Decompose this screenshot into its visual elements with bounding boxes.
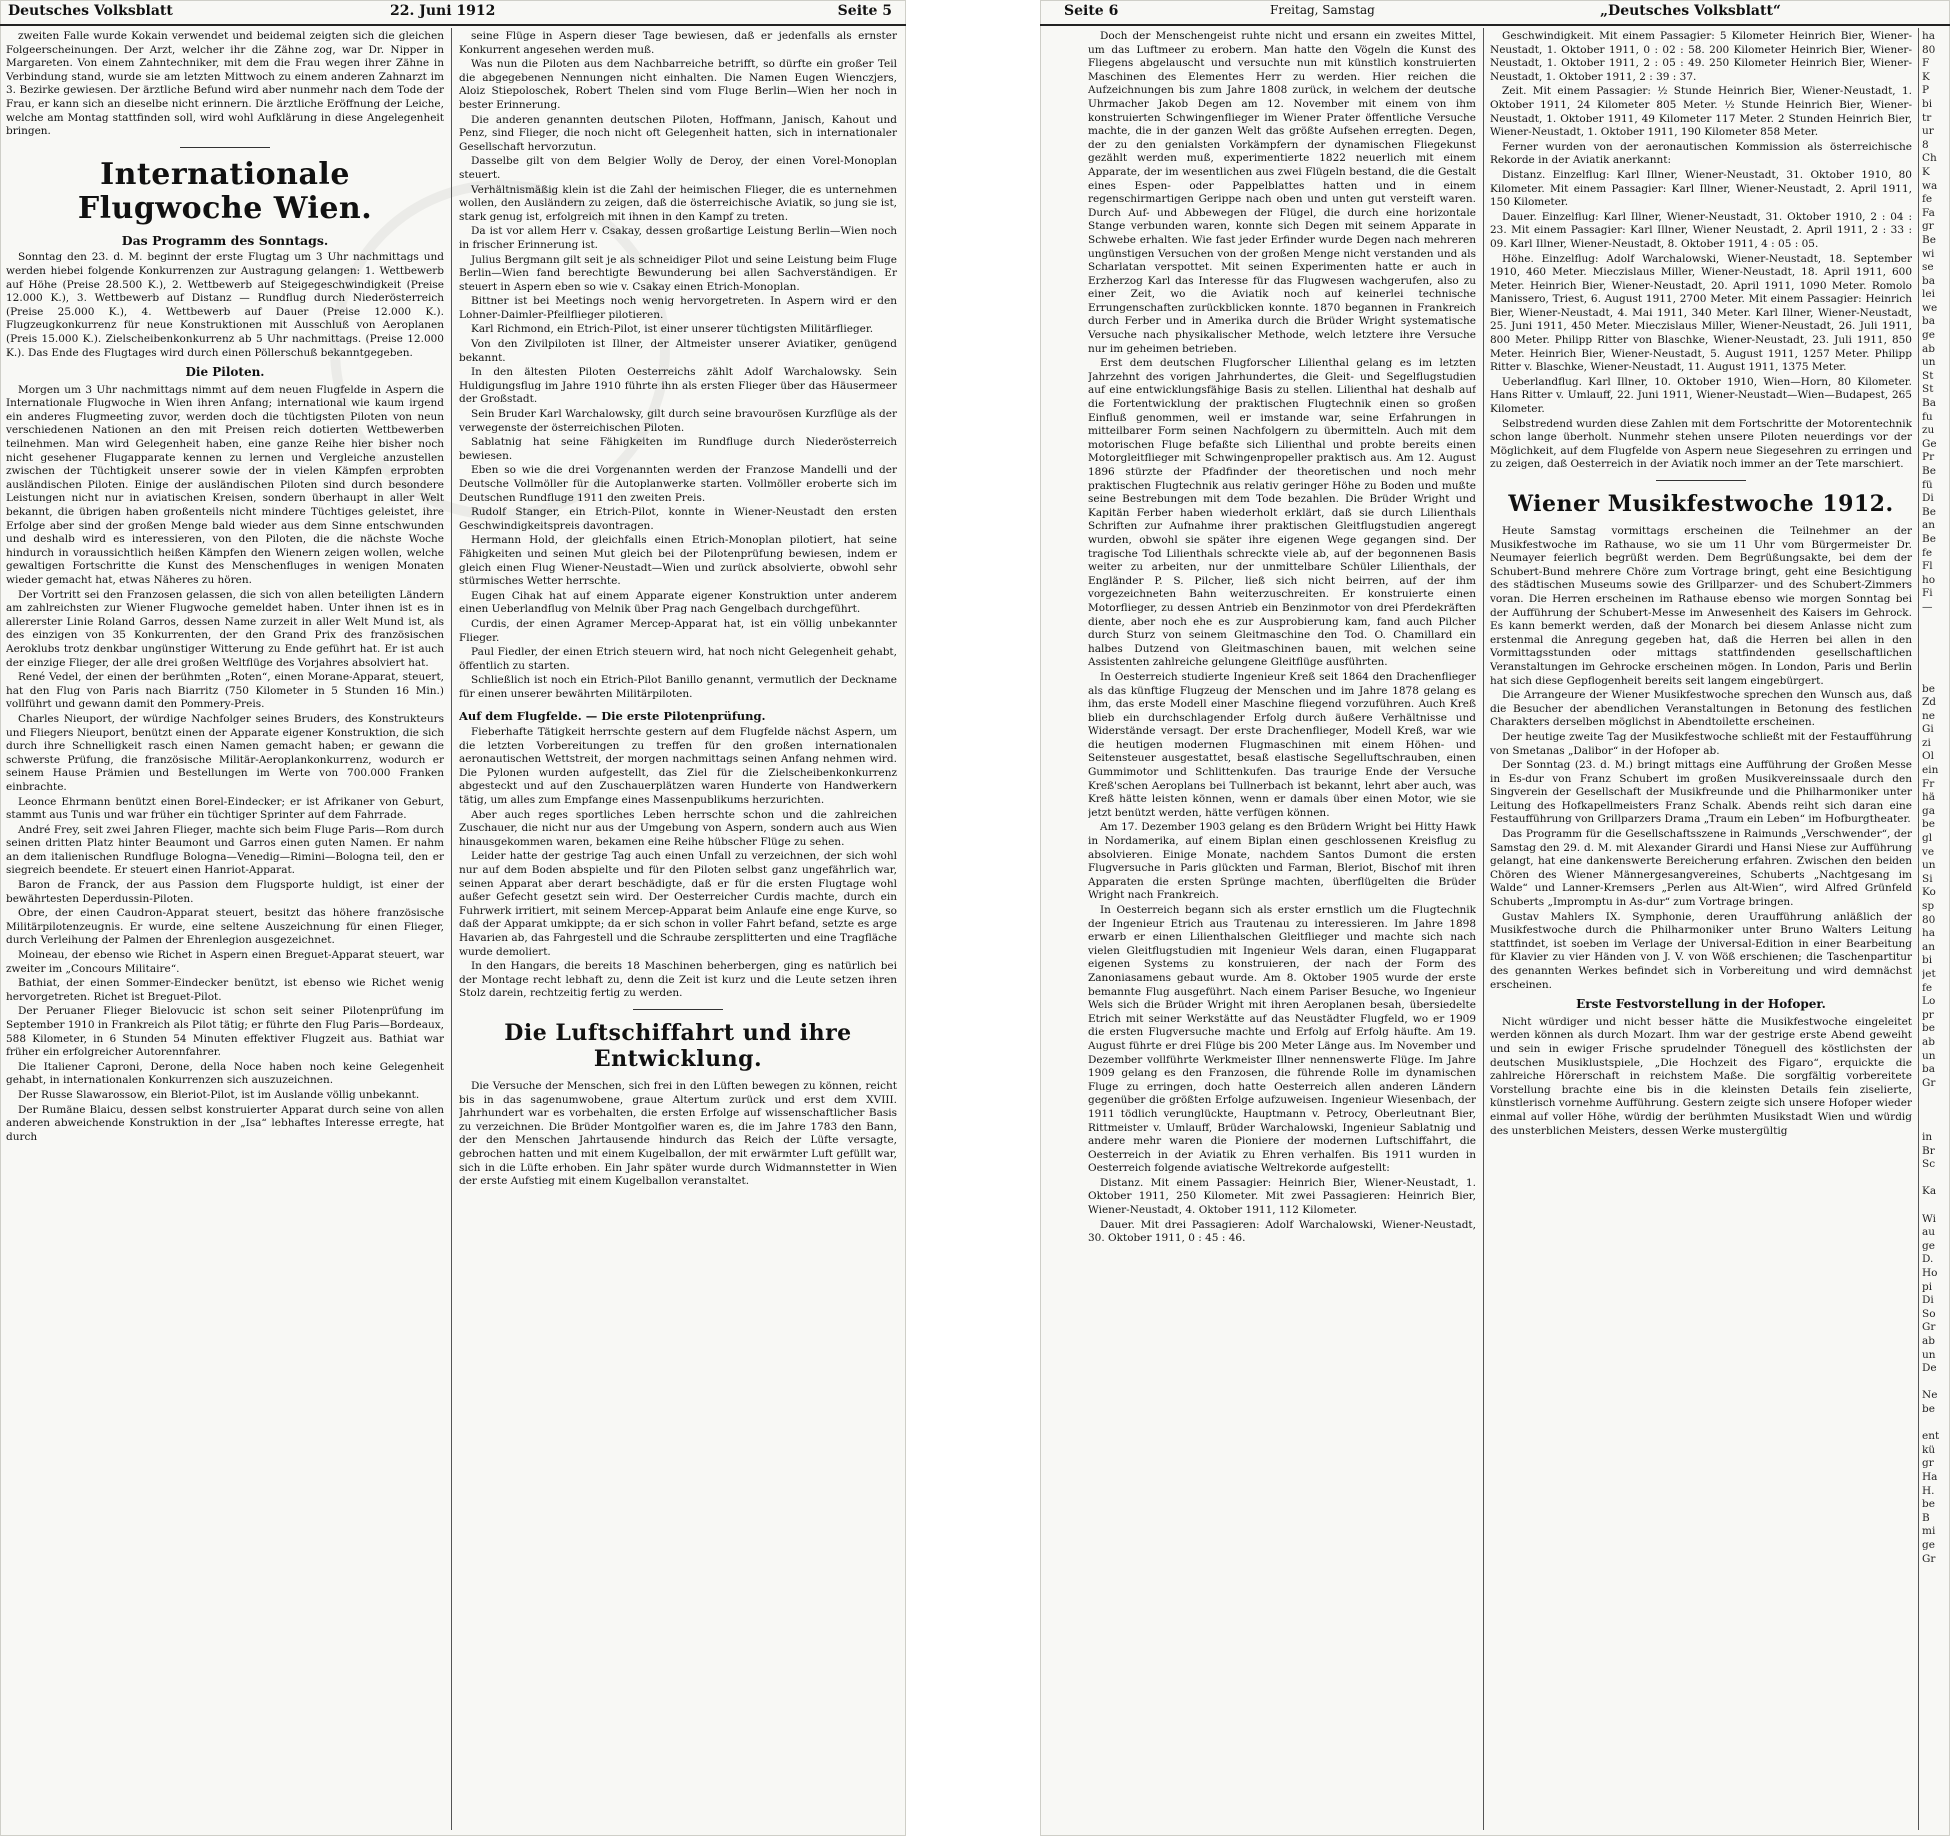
fragment-line: Ba	[1922, 397, 1936, 410]
fragment-line: ur	[1922, 125, 1934, 138]
fragment-line: wi	[1922, 247, 1935, 260]
fragment-line: Ge	[1922, 437, 1937, 450]
fragment-line: St	[1922, 369, 1934, 382]
paragraph: Leider hatte der gestrige Tag auch einen Unfall zu verzeichnen, der sich wohl nur auf dem Boden abspielte und für den Piloten selbst ganz ungefährlich war, seinen Apparat aber derart beschädigte, daß er für die ersten Flugtage wohl außer Gefecht gesetzt sein wird. Der Oesterreicher Curdis machte, durch ein Fuhrwerk irritiert, mit seinem Mercep-Apparat beim Anlaufe eine enge Kurve, so daß der Apparat umkippte; da er sich schon in voller Fahrt befand, setzte es arge Havarien ab, das Fahrgestell und die Schraube zersplitterten und eine Tragfläche wurde demoliert.	[459, 850, 897, 958]
fragment-line: gr	[1922, 220, 1934, 233]
paragraph-programm: Sonntag den 23. d. M. beginnt der erste Flugtag um 3 Uhr nachmittags und werden hiebei folgende Konkurrenzen zur Austragung gelangen: 1. Wettbewerb auf Höhe (Preise 28.500 K.), 2. Wettbewerb auf Steigegeschwindigkeit (Preise 12.000 K.), 3. Wettbewerb auf Distanz — Rundflug durch Niederösterreich (Preise 25.000 K.), 4. Wettbewerb auf Dauer (Preise 12.000 K.). Flugzeugkonkurrenz für neue Konstruktionen mit Ausschluß von Aeroplanen (Preis 15.000 K.). Zielscheibenkonkurrenz ab 5 Uhr nachmittags. (Preise 12.000 K.). Das Ende des Flugtages wird durch einen Pöllerschuß bekanntgegeben.	[6, 251, 444, 359]
fragment-line: B	[1922, 1511, 1930, 1524]
fragment-line: Be	[1922, 532, 1936, 545]
fragment-line: bi	[1922, 954, 1933, 967]
paragraph: Morgen um 3 Uhr nachmittags nimmt auf dem neuen Flugfelde in Aspern die Internationale Flugwoche in Wien ihren Anfang; international wie kaum irgend ein anderes Flugmeeting zuvor, werden doch die tüchtigsten Piloten von neun verschiedenen Nationen an den mit Preisen reich dotierten Wettbewerben teilnehmen. Man wird Gelegenheit haben, eine ganze Reihe hier bisher noch nicht gesehener Flugapparate kennen zu lernen und Vergleiche anzustellen zwischen der Tüchtigkeit unserer sowie der in vielen Kämpfen erprobten ausländischen Piloten. Einige der ausländischen Piloten sind durch besondere Leistungen nicht nur in aviatischen Kreisen, sondern überhaupt in aller Welt bekannt, die übrigen haben großenteils nicht mindere Tüchtiges geleistet, ihre Erfolge aber sind der großen Menge bald wieder aus dem Sinne entschwunden und deshalb wird es interessieren, von den Piloten, die die nächste Woche hindurch in voraussichtlich heißen Kämpfen den Wienern zeigen wollen, welche gewaltigen Fortschritte die Kunst des Menschenfluges in wenigen Monaten wieder gemacht hat, etwas Näheres zu hören.	[6, 383, 444, 586]
paragraph: Obre, der einen Caudron-Apparat steuert, besitzt das höhere französische Militärpilotenzeugnis. Er wurde, eine seltene Auszeichnung für einen Flieger, durch Verleihung der Palmen der Ehrenlegion ausgezeichnet.	[6, 907, 444, 947]
fragment-line: St	[1922, 383, 1934, 396]
fragment-line: ga	[1922, 804, 1935, 817]
paragraph: Der Russe Slawarossow, ein Bleriot-Pilot, ist im Auslande völlig unbekannt.	[18, 1088, 420, 1101]
fragment-line: Fi	[1922, 587, 1933, 600]
fragment-line: ge	[1922, 1538, 1935, 1551]
fragment-line: Fa	[1922, 206, 1935, 219]
fragment-line: se	[1922, 261, 1934, 274]
issue-day: Freitag, Samstag	[1270, 3, 1375, 17]
paragraph: Eugen Cihak hat auf einem Apparate eigener Konstruktion unter anderem einen Ueberlandflug von Melnik über Prag nach Gengelbach durchgeführt.	[459, 589, 897, 616]
column-left-1	[6, 30, 444, 1830]
paragraph: Eben so wie die drei Vorgenannten werden der Franzose Mandelli und der Deutsche Vollmöller für die Autoplanwerke starten. Vollmöller eroberte sich im Deutschen Rundfluge 1911 den zweiten Preis.	[459, 464, 897, 504]
column-divider	[1483, 28, 1484, 1830]
fragment-line: ge	[1922, 1239, 1935, 1252]
paragraph: Die anderen genannten deutschen Piloten, Hoffmann, Janisch, Kahout und Penz, sind Flieger, die noch nicht oft Gelegenheit hatten, sich in internationaler Gesellschaft hervorzutun.	[459, 113, 897, 153]
paragraph: Dauer. Einzelflug: Karl Illner, Wiener-Neustadt, 31. Oktober 1910, 2 : 04 : 23. Mit einem Passagier: Karl Illner, Wiener Neustadt, 2. April 1911, 2 : 33 : 09. Karl Illner, Wiener-Neustadt, 8. Oktober 1911, 4 : 05 : 05.	[1490, 210, 1912, 250]
paragraph: Verhältnismäßig klein ist die Zahl der heimischen Flieger, die es unternehmen wollen, den Ausländern zu zeigen, daß die österreichische Aviatik, so jung sie ist, stark genug ist, erfolgreich mit ihnen in den Kampf zu treten.	[459, 183, 897, 223]
paragraph: In Oesterreich begann sich als erster ernstlich um die Flugtechnik der Ingenieur Etrich aus Trautenau zu interessieren. Im Jahre 1898 erwarb er einen Lilienthalschen Gleitflieger und machte sich nach vielen Gleitflugstudien mit Ingenieur Wels daran, einen Flugapparat eigenen Systems zu konstruieren, der nach der Form des Zanoniasamens gebaut wurde. Am 8. Oktober 1905 wurde der erste bemannte Flug ausgeführt. Nach einem Pariser Besuche, wo Ingenieur Wels sich die Brüder Wright mit ihren Aeroplanen besah, übersiedelte Etrich mit seiner Werkstätte auf das Neustädter Flugfeld, wo er 1909 die ersten Flugversuche machte und Erfolg auf Erfolg häufte. Am 19. August führte er drei Flüge bis 200 Meter Länge aus. Im November und Dezember vollführte Werkmeister Illner nennenswerte Flüge. Im Jahre 1909 gelang es den Franzosen, die führende Rolle im dynamischen Fluge zu erringen, doch hatte Oesterreich allen anderen Ländern gegenüber die größten Erfolge aufzuweisen. Ingenieur Wiesenbach, der 1911 tödlich verunglückte, Hauptmann v. Petrocy, Oberleutnant Bier, Rittmeister v. Umlauff, Brüder Warchalowski, Ingenieur Sablatnig und andere mehr waren die Pioniere der modernen Luftschiffahrt, die Oesterreich in der Aviatik zu Ehren verhalfen. Bis 1911 wurden in Oesterreich folgende aviatische Weltrekorde aufgestellt:	[1088, 904, 1476, 1175]
fragment-line: be	[1922, 1498, 1935, 1511]
fragment-line: zi	[1922, 736, 1931, 749]
fragment-line	[1922, 655, 1950, 669]
luftschiffahrt-continued-paragraphs	[1088, 30, 1476, 1246]
paragraph: Baron de Franck, der aus Passion dem Flugsporte huldigt, ist einer der bewährtesten Deperdussin-Piloten.	[6, 879, 444, 905]
column-divider	[451, 28, 452, 1830]
paragraph: Das Programm für die Gesellschaftsszene in Raimunds „Verschwender“, der Samstag den 29. d. M. mit Alexander Girardi und Hansi Niese zur Aufführung gelangt, hat eine dankenswerte Bereicherung erfahren. Zwischen den beiden Chören des Wiener Männergesangvereines, Schuberts „Nachtgesang im Walde“ und Lanner-Kremsers „Perlen aus Alt-Wien“, wird Alfred Grünfeld Schuberts „Impromptu in As-dur“ zum Vortrage bringen.	[1490, 828, 1912, 909]
fragment-line: be	[1922, 1402, 1935, 1415]
paragraph: Gustav Mahlers IX. Symphonie, deren Uraufführung anläßlich der Musikfestwoche durch die Philharmoniker unter Bruno Walters Leitung stattfindet, ist soeben im Verlage der Universal-Edition in einer Bearbeitung für Klavier zu vier Händen von J. V. von Wöß erschienen; die Taschenpartitur des genannten Werkes befindet sich in Vorbereitung und wird demnächst erscheinen.	[1490, 910, 1912, 991]
fragment-line: K	[1922, 70, 1930, 83]
intro-paragraphs	[6, 30, 444, 139]
fragment-line: ba	[1922, 315, 1935, 328]
paragraph: Erst dem deutschen Flugforscher Lilienthal gelang es im letzten Jahrzehnt des vorigen Jahrhundertes, die Gleit- und Segelflugstudien auf eine entwicklungsfähige Basis zu stellen. Lilienthal hat deshalb auf die Fortentwicklung der praktischen Flugtechnik einen so großen Einfluß genommen, weil er imstande war, seine Erfahrungen in mitteilbarer Form seinen Nachfolgern zu übermitteln. Auch mit dem motorischen Fluge befaßte sich Lilienthal und probte bereits einen Motorgleitflieger mit Schwingenpropeller praktisch aus. Am 12. August 1896 stürzte der Pfadfinder der theoretischen und noch mehr praktischen Flugtechnik aus relativ geringer Höhe zu Boden und mußte seine Bestrebungen mit dem Tode bezahlen. Die Brüder Wright und Kapitän Ferber haben wiederholt erklärt, daß sie durch Lilienthals Schriften zur Aufnahme ihrer praktischen Gleitflugstudien angeregt wurden, obwohl sie später ihre eigenen Wege gegangen sind. Der tragische Tod Lilienthals schreckte viele ab, auf der begonnenen Basis weiter zu arbeiten, nur der unmittelbare Schüler Lilienthals, der Engländer P. S. Pilcher, ließ sich nicht beirren, auf der ihm vorgezeichneten Bahn weiterzuschreiten. Er konstruierte einen Motorflieger, zu dessen Antrieb ein Benzinmotor von drei Pferdekräften diente, aber noch ehe es zur Ausprobierung kam, fand auch Pilcher durch Sturz von seinem Gleitmaschine den Tod. O. Chamillard ein halbes Dutzend von Gleitmaschinen bauen, mit welchen seine Assistenten zahlreiche gelungene Gleitflüge ausführten.	[1088, 357, 1476, 669]
paragraph: Heute Samstag vormittags erscheinen die Teilnehmer an der Musikfestwoche im Rathause, wo sie um 11 Uhr vom Bürgermeister Dr. Neumayer feierlich begrüßt werden. Dem Begrüßungsakte, bei dem der Schubert-Bund mehrere Chöre zum Vortrage bringt, geht eine Besichtigung des städtischen Museums sowie des Grillparzer- und des Schubert-Zimmers voran. Die Herren erscheinen im Rathause ebenso wie morgen Sonntag bei der Aufführung der Schubert-Messe im Anwesenheit des Kaisers im Gehrock. Es kann bemerkt werden, daß der Monarch bei diesem Anlasse nicht zum erstenmal die Anregung gegeben hat, daß die Herren bei allen in den Vormittagsstunden oder mittags stattfindenden gesellschaftlichen Veranstaltungen im Gehrocke erscheinen mögen. In London, Paris und Berlin hat sich diese Gepflogenheit bereits seit langem eingebürgert.	[1490, 525, 1912, 687]
fragment-line: lei	[1922, 288, 1935, 301]
fragment-line: wa	[1922, 179, 1938, 192]
fragment-line: Be	[1922, 465, 1936, 477]
fragment-line: Fr	[1922, 777, 1935, 790]
fragment-line: Gr	[1922, 1321, 1936, 1334]
musikfestwoche-paragraphs	[1490, 525, 1912, 992]
fragment-line: un	[1922, 356, 1936, 369]
paragraph: Sein Bruder Karl Warchalowsky, gilt durch seine bravourösen Kurzflüge als der verwegenste der österreichischen Piloten.	[459, 408, 897, 434]
fragment-line: fe	[1922, 981, 1933, 994]
fragment-line: ein	[1922, 764, 1939, 777]
fragment-line	[1922, 1199, 1950, 1213]
fragment-line: kü	[1922, 1443, 1936, 1456]
fragment-line	[1922, 1090, 1950, 1104]
fragment-line: un	[1922, 1049, 1936, 1062]
fragment-line: ha	[1922, 30, 1936, 42]
masthead: Deutsches Volksblatt	[8, 3, 173, 19]
section-rule	[180, 147, 270, 148]
section-head-flugfelde: Auf dem Flugfelde. — Die erste Pilotenprüfung.	[459, 708, 766, 723]
fragment-line: gl	[1922, 832, 1933, 845]
page-number: Seite 6	[1064, 3, 1119, 19]
fragment-line: ve	[1922, 845, 1935, 858]
fragment-line: fe	[1922, 193, 1933, 206]
paragraph: Der Rumäne Blaicu, dessen selbst konstruierter Apparat durch seine von allen anderen abweichende Konstruktion in der „Isa“ lebhaftes Interesse erregte, hat durch	[6, 1103, 444, 1143]
fragment-line: in	[1922, 1131, 1933, 1144]
fragment-line: zu	[1922, 424, 1935, 437]
subhead-hofoper: Erste Festvorstellung in der Hofoper.	[1576, 997, 1826, 1012]
fragment-line	[1922, 628, 1950, 642]
paragraph: Julius Bergmann gilt seit je als schneidiger Pilot und seine Leistung beim Fluge Berlin—Wien fand berechtigte Bewunderung bei allen Sachverständigen. Er steuert in Aspern eben so wie v. Csakay einen Etrich-Monoplan.	[459, 253, 897, 293]
paragraph: zweiten Falle wurde Kokain verwendet und beidemal zeigten sich die gleichen Folgeerscheinungen. Der Arzt, welcher ihr die Zähne zog, war Dr. Nipper in Margareten. Von einem Zahntechniker, mit dem die Frau wegen ihrer Zähne in Verbindung stand, wurde sie am letzten Mittwoch zu einem anderen Zahnarzt im 3. Bezirke gewiesen. Der ärztliche Befund wird aber nunmehr nach dem Tode der Frau, er kann sich an dieselbe nicht erinnern. Die ärztliche Eröffnung der Leiche, welche am Montag stattfinden soll, wird wohl Aufklärung in diese Angelegenheit bringen.	[6, 30, 444, 138]
fragment-line: Gi	[1922, 723, 1934, 736]
subhead-programm: Das Programm des Sonntags.	[121, 232, 329, 248]
fragment-line: pr	[1922, 1008, 1934, 1021]
paragraph: Geschwindigkeit. Mit einem Passagier: 5 Kilometer Heinrich Bier, Wiener-Neustadt, 1. Oktober 1911, 0 : 02 : 58. 200 Kilometer Heinrich Bier, Wiener-Neustadt, 1. Oktober 1911, 2 : 05 : 49. 250 Kilometer Heinrich Bier, Wiener-Neustadt, 1. Oktober 1911, 2 : 39 : 37.	[1490, 30, 1912, 83]
paragraph: Aber auch reges sportliches Leben herrschte schon und die zahlreichen Zuschauer, die nicht nur aus der Umgebung von Aspern, sondern auch aus Wien hinausgekommen waren, bekamen eine Reihe hübscher Flüge zu sehen.	[459, 808, 897, 848]
fragment-line: ent	[1922, 1430, 1940, 1443]
paragraph: Distanz. Mit einem Passagier: Heinrich Bier, Wiener-Neustadt, 1. Oktober 1911, 250 Kilometer. Mit zwei Passagieren: Heinrich Bier, Wiener-Neustadt, 4. Oktober 1911, 112 Kilometer.	[1088, 1176, 1476, 1217]
piloten-paragraphs	[6, 384, 444, 1145]
fragment-line: Br	[1922, 1144, 1935, 1157]
fragment-line: F	[1922, 57, 1930, 70]
issue-date: 22. Juni 1912	[390, 3, 496, 19]
fragment-line: Di	[1922, 1294, 1934, 1307]
newspaper-page-right	[1040, 0, 1950, 1836]
piloten-continued-paragraphs	[459, 30, 897, 702]
paragraph: Was nun die Piloten aus dem Nachbarreiche betrifft, so dürfte ein großer Teil die abgegebenen Nennungen nicht einhalten. Die Namen Eugen Wienczjers, Aloiz Stiepoloschek, Robert Thelen sind vom Fluge Berlin—Wien her noch in bester Erinnerung.	[459, 58, 897, 111]
page-header-right	[1040, 0, 1950, 26]
fragment-line: 80	[1922, 43, 1936, 56]
luftschiffahrt-paragraphs	[459, 1080, 897, 1189]
newspaper-page-left	[0, 0, 906, 1836]
fragment-line: bi	[1922, 97, 1933, 110]
fragment-line: Fl	[1922, 560, 1933, 573]
fragment-line: Sc	[1922, 1158, 1936, 1171]
paragraph: Paul Fiedler, der einen Etrich steuern wird, hat noch nicht Gelegenheit gehabt, öffentlich zu starten.	[459, 646, 897, 672]
paragraph: Der Sonntag (23. d. M.) bringt mittags eine Aufführung der Großen Messe in Es-dur von Franz Schubert im großen Musikvereinssaale durch den Singverein der Gesellschaft der Musikfreunde und die Philharmoniker unter Leitung des Hofkapellmeisters Franz Schalk. Abends reiht sich daran eine Festaufführung von Grillparzers Drama „Traum ein Leben“ im Hofburgtheater.	[1490, 759, 1912, 826]
section-rule	[1656, 480, 1746, 481]
fragment-line: De	[1922, 1362, 1937, 1375]
fragment-line: ge	[1922, 329, 1935, 342]
paragraph: Der Vortritt sei den Franzosen gelassen, die sich von allen beteiligten Ländern am zahlreichsten zur Wiener Flugwoche gemeldet haben. Unter ihnen ist es in allererster Linie Roland Garros, dessen Name zurzeit in aller Welt Mund ist, als des einzigen von 35 Konkurrenten, der den Grand Prix des französischen Aeroklubs trotz denkbar ungünstiger Witterung zu Ende geführt hat. Er ist auch der einzige Flieger, der alle drei großen Weltflüge des Vorjahres absolviert hat.	[6, 588, 444, 669]
rekorde-paragraphs	[1490, 30, 1912, 472]
fragment-line: sp	[1922, 900, 1935, 912]
fragment-line: Si	[1922, 872, 1933, 885]
fragment-line	[1922, 615, 1950, 629]
paragraph: Rudolf Stanger, ein Etrich-Pilot, konnte in Wiener-Neustadt den ersten Geschwindigkeitspreis davontragen.	[459, 506, 897, 532]
fragment-line	[1922, 1118, 1950, 1132]
fragment-line	[1922, 642, 1950, 656]
fragment-line: fu	[1922, 410, 1933, 423]
fragment-line: be	[1922, 818, 1935, 831]
fragment-line: ab	[1922, 1335, 1935, 1347]
fragment-line: Ha	[1922, 1470, 1938, 1483]
paragraph: Von den Zivilpiloten ist Illner, der Altmeister unserer Aviatiker, genügend bekannt.	[459, 338, 897, 364]
paragraph: Leonce Ehrmann benützt einen Borel-Eindecker; er ist Afrikaner von Geburt, stammt aus Tunis und war früher ein tüchtiger Sprinter auf dem Fahrrade.	[6, 795, 444, 822]
paragraph: Nicht würdiger und nicht besser hätte die Musikfestwoche eingeleitet werden können als durch Mozart. Ihm war der gestrige erste Abend geweiht und sein in ewiger Frische sprudelnder Töneguell des köstlichsten der deutschen Musiklustspiele, „Die Hochzeit des Figaro“, erquickte die zahlreiche Hörerschaft in reichstem Maße. Die sorgfältig vorbereitete Vorstellung brachte eine bis in die kleinsten Details fein ziselierte, künstlerisch vornehme Aufführung. Gestern zeigte sich unsere Hofoper wieder einmal auf voller Höhe, würdig der berühmten Musikstadt Wien und würdig des unsterblichen Meisters, dessen Werke mustergültig	[1490, 1015, 1912, 1137]
paragraph: Zeit. Mit einem Passagier: ½ Stunde Heinrich Bier, Wiener-Neustadt, 1. Oktober 1911, 24 Kilometer 805 Meter. ½ Stunde Heinrich Bier, Wiener-Neustadt, 1. Oktober 1911, 49 Kilometer 117 Meter. 2 Stunden Heinrich Bier, Wiener-Neustadt, 1. Oktober 1911, 190 Kilometer 858 Meter.	[1490, 85, 1912, 139]
paragraph: Bittner ist bei Meetings noch wenig hervorgetreten. In Aspern wird er den Lohner-Daimler-Pfeilflieger pilotieren.	[459, 295, 897, 321]
fragment-line: 80	[1922, 913, 1936, 926]
paragraph: Selbstredend wurden diese Zahlen mit dem Fortschritte der Motorentechnik schon lange überholt. Nunmehr stehen unsere Piloten neuerdings vor der Möglichkeit, auf dem Flugfelde von Aspern neue Siegesehren zu erringen und zu zeigen, daß Oesterreich in der Aviatik noch immer an der Tete marschiert.	[1490, 417, 1912, 471]
fragment-line: be	[1922, 682, 1935, 695]
fragment-line: Pr	[1922, 451, 1935, 464]
fragment-line: ab	[1922, 1035, 1935, 1048]
fragment-line: Ho	[1922, 1267, 1938, 1280]
fragment-line: un	[1922, 859, 1936, 872]
fragment-line	[1922, 1417, 1950, 1431]
column-divider	[1918, 28, 1919, 1830]
paragraph: Der heutige zweite Tag der Musikfestwoche schließt mit der Festaufführung von Smetanas „Dalibor“ in der Hofoper ab.	[1490, 730, 1912, 757]
fragment-line: ne	[1922, 709, 1935, 722]
fragment-line: H.	[1922, 1484, 1935, 1497]
fragment-line	[1922, 1172, 1950, 1186]
subhead-piloten: Die Piloten.	[185, 365, 265, 380]
fragment-line: an	[1922, 940, 1936, 953]
hofoper-paragraphs	[1490, 1016, 1912, 1138]
fragment-line: au	[1922, 1226, 1936, 1239]
page-header-left	[0, 0, 906, 26]
fragment-line: we	[1922, 301, 1938, 314]
paragraph: Ueberlandflug. Karl Illner, 10. Oktober 1910, Wien—Horn, 80 Kilometer. Hans Ritter v. Umlauff, 22. Juni 1911, Wiener-Neustadt—Wien—Budapest, 265 Kilometer.	[1490, 375, 1912, 416]
fragment-line: pi	[1922, 1280, 1933, 1293]
paragraph: seine Flüge in Aspern dieser Tage bewiesen, daß er jedenfalls als ernster Konkurrent angesehen werden muß.	[459, 30, 897, 56]
fragment-line: —	[1922, 600, 1933, 613]
fragment-line: Ch	[1922, 152, 1937, 165]
article-title-flugwoche: Internationale Flugwoche Wien.	[77, 156, 373, 226]
paragraph: Ferner wurden von der aeronautischen Kommission als österreichische Rekorde in der Aviatik anerkannt:	[1490, 140, 1912, 167]
section-rule	[633, 1009, 723, 1010]
paragraph: Die Versuche der Menschen, sich frei in den Lüften bewegen zu können, reicht bis in das sagenumwobene, graue Altertum zurück und erst dem XVIII. Jahrhundert war es vorbehalten, die ersten Erfolge auf wissenschaftlicher Basis zu verzeichnen. Die Brüder Montgolfier waren es, die im Jahre 1783 den Bann, der den Menschen Jahrtausende hindurch das Reich der Lüfte versagte, gebrochen hatten und mit einem Kugelballon, der mit erwärmter Luft gefüllt war, sich in die Lüfte erhoben. Ein Jahr später wurde durch Widmannstetter in Wien der erste Aufstieg mit einem Kugelballon veranstaltet.	[459, 1079, 897, 1188]
fragment-line: Wi	[1922, 1212, 1936, 1225]
paragraph: Schließlich ist noch ein Etrich-Pilot Banillo genannt, vermutlich der Deckname für einen unserer bewährten Militärpiloten.	[459, 674, 897, 700]
paragraph: Dasselbe gilt von dem Belgier Wolly de Deroy, der einen Vorel-Monoplan steuert.	[459, 155, 897, 181]
paragraph: Die Italiener Caproni, Derone, della Noce haben noch keine Gelegenheit gehabt, in internationalen Konkurrenzen sich auszuzeichnen.	[6, 1060, 444, 1087]
fragment-line: fe	[1922, 546, 1933, 559]
paragraph: André Frey, seit zwei Jahren Flieger, machte sich beim Fluge Paris—Rom durch seinen dritten Platz hinter Beaumont und Garros einen guten Namen. Er nahm an dem italienischen Rundfluge Bologna—Venedig—Rimini—Bologna teil, den er siegreich beendete. Er steuert einen Hanriot-Apparat.	[6, 823, 444, 877]
adjacent-column-fragment	[1922, 30, 1950, 1830]
fragment-line	[1922, 669, 1950, 683]
fragment-line: Gr	[1922, 1076, 1936, 1089]
fragment-line: jet	[1922, 967, 1936, 980]
fragment-line	[1922, 1376, 1950, 1390]
fragment-line: Lo	[1922, 995, 1936, 1008]
fragment-line: D.	[1922, 1253, 1934, 1266]
fragment-line: ab	[1922, 342, 1935, 355]
paragraph: Da ist vor allem Herr v. Csakay, dessen großartige Leistung Berlin—Wien noch in frischer Erinnerung ist.	[459, 225, 897, 251]
fragment-line: un	[1922, 1348, 1936, 1361]
fragment-line: be	[1922, 1022, 1935, 1035]
paragraph: Fieberhafte Tätigkeit herrschte gestern auf dem Flugfelde nächst Aspern, um die letzten Vorbereitungen zu treffen für den großen internationalen aeronautischen Wettstreit, der morgen nachmittags seinen Anfang nehmen wird. Die Pylonen wurden aufgestellt, das Ziel für die Zielscheibenkonkurrenz abgesteckt und auf den Zuschauerplätzen waren Hunderte von Handwerkern tätig, um alles zum Empfange eines Massenpublikums herzurichten.	[459, 726, 897, 807]
fragment-line: So	[1922, 1307, 1936, 1320]
paragraph: Höhe. Einzelflug: Adolf Warchalowski, Wiener-Neustadt, 18. September 1910, 460 Meter. Mieczislaus Miller, Wiener-Neustadt, 18. April 1911, 600 Meter. Heinrich Bier, Wiener-Neustadt, 20. April 1911, 1090 Meter. Romolo Manissero, Triest, 6. August 1911, 2700 Meter. Mit einem Passagier: Heinrich Bier, Wiener-Neustadt, 4. Mai 1911, 340 Meter. Karl Illner, Wiener-Neustadt, 25. Juni 1911, 450 Meter. Mieczislaus Miller, Wiener-Neustadt, 26. Juli 1911, 800 Meter. Philipp Ritter von Blaschke, Wiener-Neustadt, 23. Juli 1911, 850 Meter. Heinrich Bier, Wiener-Neustadt, 5. August 1911, 1257 Meter. Philipp Ritter v. Blaschke, Wiener-Neustadt, 11. August 1911, 1375 Meter.	[1490, 252, 1912, 374]
fragment-line: Be	[1922, 233, 1936, 246]
fragment-line: Di	[1922, 492, 1934, 505]
paragraph: Hermann Hold, der gleichfalls einen Etrich-Monoplan pilotiert, hat seine Fähigkeiten und seinen Mut gleich bei der Pilotenprüfung bewiesen, indem er gleich einen Flug Wiener-Neustadt—Wien und zurück absolvierte, obwohl sehr stürmisches Wetter herrschte.	[459, 534, 897, 588]
paragraph: Moineau, der ebenso wie Richet in Aspern einen Breguet-Apparat steuert, war zweiter im „Concours Militaire“.	[6, 949, 444, 975]
fragment-line: P	[1922, 84, 1930, 97]
fragment-line: an	[1922, 519, 1936, 532]
paragraph: Am 17. Dezember 1903 gelang es den Brüdern Wright bei Hitty Hawk in Nordamerika, auf einem Biplan einen geschlossenen Kreisflug zu absolvieren. Einige Monate, nachdem Santos Dumont die ersten Flugversuche in Paris glückten und Farman, Bleriot, Bischof mit ihren Apparaten die ersten Sprünge machten, überflügelten die Brüder Wright nach Frankreich.	[1088, 821, 1476, 902]
paragraph: Bathiat, der einen Sommer-Eindecker benützt, ist ebenso wie Richet wenig hervorgetreten. Richet ist Breguet-Pilot.	[6, 977, 444, 1003]
paragraph: Doch der Menschengeist ruhte nicht und ersann ein zweites Mittel, um das Luftmeer zu erobern. Man hatte den Vögeln die Kunst des Fliegens abgelauscht und versuchte nun mit künstlich konstruierten Maschinen des Elementes Herr zu werden. Hier reichen die Aufzeichnungen bis zum Jahre 1808 zurück, in welchem der deutsche Uhrmacher Jakob Degen am 12. November mit einem von ihm konstruierten Schwingenflieger im Wiener Prater öffentliche Versuche machte, die in der ganzen Welt das größte Aufsehen erregten. Degen, der zu den genialsten Vorkämpfern der dynamischen Fliegekunst gezählt werden muß, experimentierte 1822 neuerlich mit einem Apparate, der im wesentlichen aus zwei Flügeln bestand, die die Gestalt eines Espen- oder Pappelblattes hatten und in einem regenschirmartigen Gerippe nach oben und unten gut versteift waren. Durch Auf- und Abbewegen der Flügel, die durch eine horizontale Stange verbunden waren, konnte sich Degen mit seinem Apparate in Schwebe erhalten. Wie fast jeder Erfinder wurde Degen nach mehreren ungünstigen Versuchen von der großen Menge nicht verstanden und als Scharlatan verspottet. Mit seinen Experimenten hatte er auch in Erzherzog Karl das Interesse für das Flugwesen wachgerufen, also zu einer Zeit, wo die Aviatik noch auf keinerlei technische Errungenschaften zurückblicken konnte. 1870 begannen in Frankreich durch Ferber und in Amerika durch die Brüder Wright systematische Versuche nach physikalischer Methode, welch letztere ihre Versuche nur im geheimen betrieben.	[1088, 30, 1476, 355]
fragment-line: Zd	[1922, 696, 1937, 709]
fragment-line: mi	[1922, 1525, 1936, 1538]
fragment-line: hä	[1922, 791, 1936, 804]
fragment-line: Ka	[1922, 1185, 1937, 1198]
fragment-line: ho	[1922, 573, 1936, 586]
fragment-line: Gr	[1922, 1552, 1936, 1565]
fragment-line: gr	[1922, 1457, 1934, 1470]
column-right-1	[1088, 30, 1476, 1830]
fragment-line: ba	[1922, 274, 1935, 287]
fragment-line: Ne	[1922, 1389, 1938, 1402]
fragment-line: fü	[1922, 478, 1933, 491]
column-left-2	[459, 30, 897, 1830]
paragraph: Dauer. Mit drei Passagieren: Adolf Warchalowski, Wiener-Neustadt, 30. Oktober 1911, 0 : 45 : 46.	[1088, 1218, 1476, 1245]
fragment-line	[1922, 1104, 1950, 1118]
article-title-luftschiffahrt: Die Luftschiffahrt und ihre Entwicklung.	[504, 1019, 852, 1072]
page-number: Seite 5	[837, 3, 892, 19]
paragraph: In den ältesten Piloten Oesterreichs zählt Adolf Warchalowsky. Sein Huldigungsflug im Jahre 1910 führte ihn als ersten Flieger über das Häusermeer der Großstadt.	[459, 366, 897, 406]
fragment-line: ha	[1922, 927, 1936, 940]
masthead: „Deutsches Volksblatt“	[1600, 3, 1781, 19]
fragment-line: Ol	[1922, 750, 1934, 763]
fragment-line: 8	[1922, 138, 1929, 151]
paragraph: Sablatnig hat seine Fähigkeiten im Rundfluge durch Niederösterreich bewiesen.	[459, 436, 897, 462]
paragraph: Die Arrangeure der Wiener Musikfestwoche sprechen den Wunsch aus, daß die Besucher der abendlichen Veranstaltungen in Betonung des festlichen Charakters derselben möglichst in Abendtoilette erscheinen.	[1490, 689, 1912, 729]
fragment-line: Be	[1922, 505, 1936, 518]
column-right-2	[1490, 30, 1912, 1830]
fragment-line: Ko	[1922, 886, 1936, 899]
paragraph: Distanz. Einzelflug: Karl Illner, Wiener-Neustadt, 31. Oktober 1910, 80 Kilometer. Mit einem Passagier: Karl Illner, Wiener-Neustadt, 2. April 1911, 150 Kilometer.	[1490, 168, 1912, 209]
fragment-line: K	[1922, 165, 1930, 178]
paragraph: Der Peruaner Flieger Bielovucic ist schon seit seiner Pilotenprüfung im September 1910 in Frankreich als Pilot tätig; er führte den Flug Paris—Bordeaux, 588 Kilometer, in 6 Stunden 54 Minuten effektiver Flugzeit aus. Bathiat war früher ein erfolgreicher Autorennfahrer.	[6, 1005, 444, 1059]
paragraph: In Oesterreich studierte Ingenieur Kreß seit 1864 den Drachenflieger als das künftige Flugzeug der Menschen und im Jahre 1878 gelang es ihm, das erste Modell einer Maschine fliegend vorzuführen. Auch Kreß blieb ein durchschlagender Erfolg durch äußere Verhältnisse und Widerstände versagt. Der erste Drachenflieger, Modell Kreß, war wie die heutigen modernen Flugmaschinen mit einem Höhen- und Seitensteuer ausgestattet, besaß elastische Segelluftschrauben, einen Gummimotor und Schlittenkufen. Das traurige Ende der Versuche Kreß'schen Aeroplans bei Tullnerbach ist bekannt, lehrt aber auch, was Kreß hätte leisten können, wenn er damals über einen Motor, wie sie jetzt benützt werden, hätte verfügen können.	[1088, 670, 1476, 819]
paragraph: In den Hangars, die bereits 18 Maschinen beherbergen, ging es natürlich bei der Montage recht lebhaft zu, denn die Zeit ist kurz und die Leute setzen ihren Stolz darein, rechtzeitig fertig zu werden.	[459, 960, 897, 1000]
paragraph: Charles Nieuport, der würdige Nachfolger seines Bruders, des Konstrukteurs und Fliegers Nieuport, benützt einen der Apparate eigener Konstruktion, die sich durch ihre Schnelligkeit rasch einen Namen gemacht haben; er gewann die schwerste Prüfung, die französische Militär-Aeroplankonkurrenz, wodurch er seinem Hause Prämien und Bestellungen im Werte von 700.000 Franken einbrachte.	[6, 712, 444, 793]
paragraph: Karl Richmond, ein Etrich-Pilot, ist einer unserer tüchtigsten Militärflieger.	[471, 323, 874, 336]
fragment-line: tr	[1922, 111, 1932, 124]
flugfelde-paragraphs	[459, 726, 897, 1001]
paragraph: Curdis, der einen Agramer Mercep-Apparat hat, ist ein völlig unbekannter Flieger.	[459, 617, 897, 644]
paragraph: René Vedel, der einen der berühmten „Roten“, einen Morane-Apparat, steuert, hat den Flug von Paris nach Biarritz (750 Kilometer in 5 Stunden 16 Min.) vollführt und gewann damit den Pommery-Preis.	[6, 671, 444, 711]
fragment-line: ba	[1922, 1063, 1935, 1076]
article-title-musikfestwoche: Wiener Musikfestwoche 1912.	[1508, 491, 1894, 517]
